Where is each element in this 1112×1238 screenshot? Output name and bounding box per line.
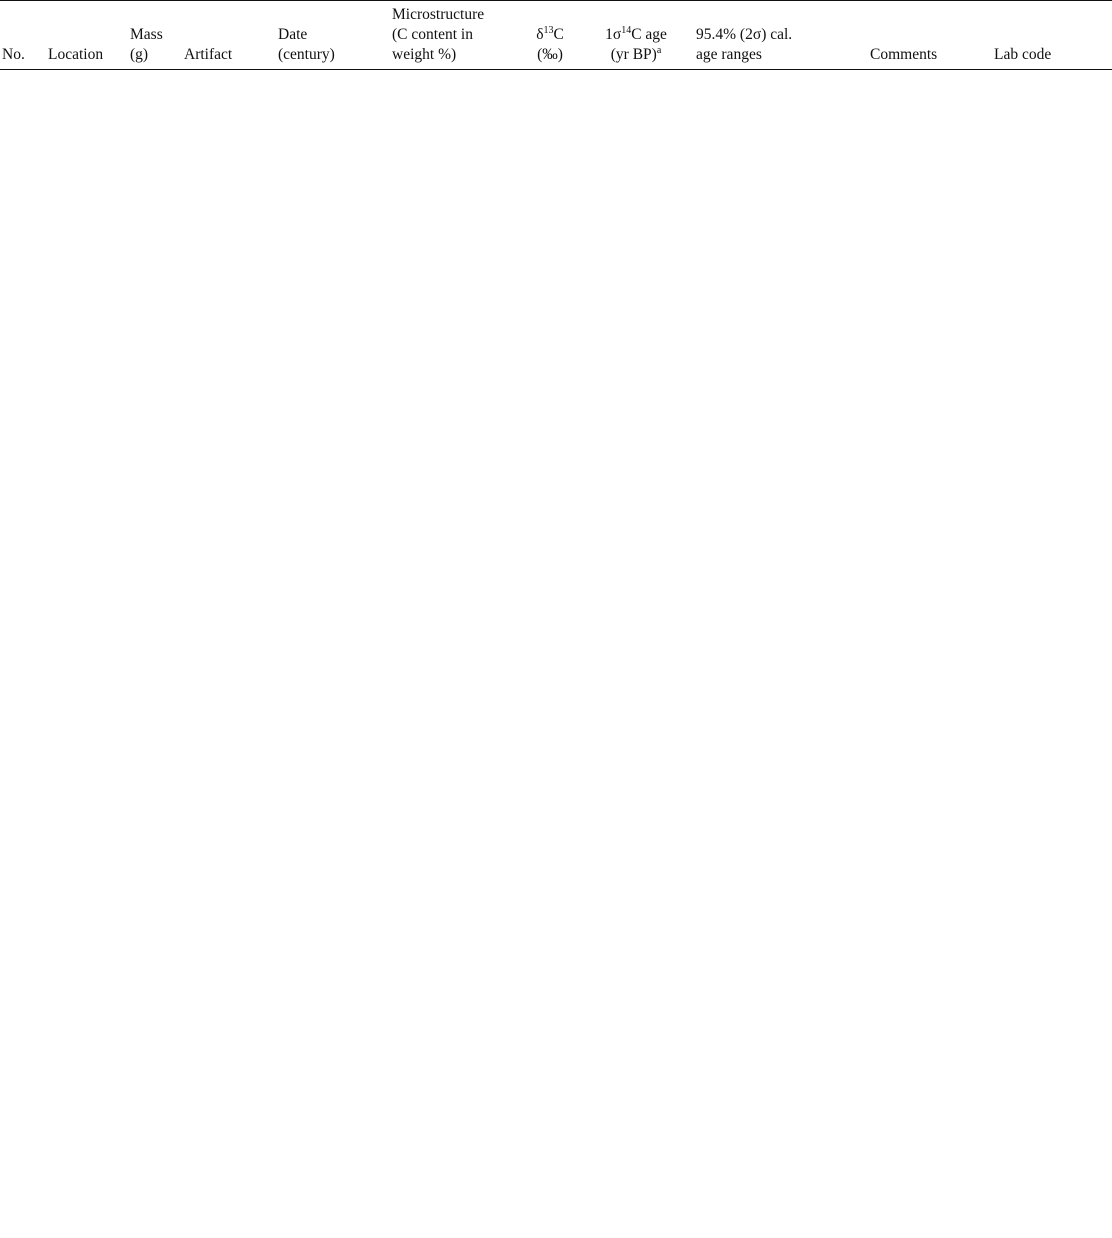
header-location: Location (48, 46, 104, 63)
header-c14-age: $1\sigma^{14}C$ age (yr BP)$^a$ (605, 24, 667, 63)
radiocarbon-table (0, 0, 1112, 70)
header-mass: Mass (g) (130, 26, 163, 63)
header-no: No. (2, 46, 25, 63)
header-microstructure: Microstructure (C content in weight %) (392, 6, 485, 63)
header-comments: Comments (870, 46, 938, 63)
header-artifact: Artifact (184, 46, 233, 63)
header-lab-code: Lab code (994, 46, 1052, 63)
header-d13c: $\delta^{13}C$ (‰) (536, 24, 564, 63)
header-date: Date (century) (278, 26, 335, 63)
header-cal-ranges: 95.4% (2σ) cal. age ranges (696, 26, 793, 63)
header-row (0, 1, 1112, 70)
